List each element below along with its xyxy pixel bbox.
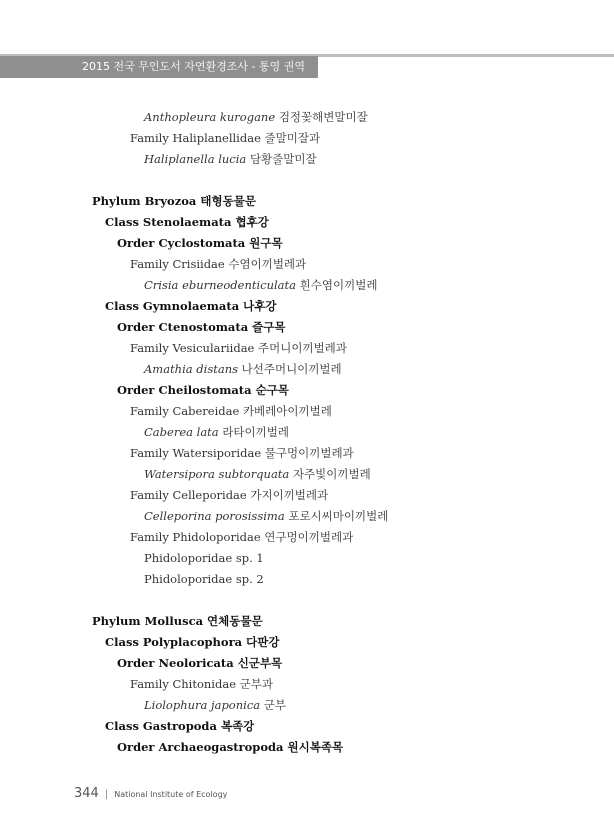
taxon-latin-name: Class Stenolaemata xyxy=(105,215,232,229)
institution-name: National Institute of Ecology xyxy=(114,790,228,799)
taxon-entry xyxy=(92,613,263,629)
taxon-latin-name: Celleporina porosissima xyxy=(144,509,285,523)
taxon-korean-name: 즐구목 xyxy=(252,320,286,334)
taxon-entry xyxy=(144,361,342,377)
footer-separator: | xyxy=(104,789,109,800)
header-rule xyxy=(318,56,614,57)
taxon-latin-name: Crisia eburneodenticulata xyxy=(144,278,297,292)
running-header-title: 2015 전국 무인도서 자연환경조사 - 통영 권역 xyxy=(82,60,305,73)
taxon-latin-name: Anthopleura kurogane xyxy=(144,110,276,124)
taxon-korean-name: 카베레아이끼벌레 xyxy=(242,404,332,418)
taxon-korean-name: 협후강 xyxy=(235,215,269,229)
taxon-entry xyxy=(144,424,289,440)
taxon-latin-name: Family Haliplanellidae xyxy=(130,131,261,145)
taxon-latin-name: Order Ctenostomata xyxy=(117,320,249,334)
taxon-latin-name: Family Crisiidae xyxy=(130,257,225,271)
taxon-entry xyxy=(130,256,306,272)
taxon-latin-name: Liolophura japonica xyxy=(144,698,261,712)
taxon-latin-name: Family Vesiculariidae xyxy=(130,341,255,355)
taxon-entry xyxy=(117,655,282,671)
taxon-latin-name: Phylum Mollusca xyxy=(92,614,204,628)
taxon-entry xyxy=(144,697,286,713)
taxon-korean-name: 연구멍이끼벌레과 xyxy=(264,530,354,544)
taxon-korean-name: 라타이끼벌레 xyxy=(222,425,289,439)
taxon-korean-name: 물구멍이끼벌레과 xyxy=(264,446,354,460)
taxon-latin-name: Family Watersiporidae xyxy=(130,446,262,460)
taxon-korean-name: 군부과 xyxy=(239,677,273,691)
taxon-latin-name: Phidoloporidae sp. 1 xyxy=(144,551,264,565)
taxon-latin-name: Order Archaeogastropoda xyxy=(117,740,284,754)
taxon-entry xyxy=(105,214,269,230)
taxon-latin-name: Order Cheilostomata xyxy=(117,383,252,397)
taxon-entry xyxy=(105,718,254,734)
taxon-korean-name: 신군부목 xyxy=(237,656,283,670)
taxon-latin-name: Family Phidoloporidae xyxy=(130,530,261,544)
taxon-korean-name: 복족강 xyxy=(220,719,255,733)
taxon-entry xyxy=(117,382,289,398)
page-number: 344 xyxy=(74,786,99,801)
taxon-entry xyxy=(130,130,320,146)
taxon-entry xyxy=(130,340,347,356)
taxon-entry xyxy=(144,550,264,566)
taxon-latin-name: Amathia distans xyxy=(144,362,239,376)
taxon-latin-name: Class Gastropoda xyxy=(105,719,217,733)
taxon-korean-name: 주머니이끼벌레과 xyxy=(258,341,347,355)
taxon-entry xyxy=(92,193,256,209)
taxon-korean-name: 검정꽃해변말미잘 xyxy=(278,110,368,124)
taxon-latin-name: Family Celleporidae xyxy=(130,488,247,502)
taxon-korean-name: 태형동물문 xyxy=(200,194,256,208)
taxon-entry xyxy=(117,319,286,335)
taxon-korean-name: 연체동물문 xyxy=(207,614,263,628)
taxon-entry xyxy=(144,109,368,125)
taxon-latin-name: Watersipora subtorquata xyxy=(144,467,290,481)
taxon-latin-name: Class Gymnolaemata xyxy=(105,299,240,313)
taxon-korean-name: 자주빛이끼벌레 xyxy=(292,467,371,481)
taxon-latin-name: Family Chitonidae xyxy=(130,677,237,691)
taxon-entry xyxy=(144,466,371,482)
running-header xyxy=(0,56,318,78)
taxon-korean-name: 수염이끼벌레과 xyxy=(228,257,307,271)
taxon-korean-name: 다판강 xyxy=(246,635,280,649)
taxon-korean-name: 줄말미잘과 xyxy=(264,131,321,145)
taxon-entry xyxy=(144,508,388,524)
taxon-entry xyxy=(130,529,353,545)
taxon-korean-name: 원구목 xyxy=(249,236,283,250)
taxon-korean-name: 담황줄말미잘 xyxy=(249,152,317,166)
taxon-korean-name: 가지이끼벌레과 xyxy=(250,488,329,502)
taxon-korean-name: 흰수염이끼벌레 xyxy=(299,278,378,292)
taxon-latin-name: Family Cabereidae xyxy=(130,404,240,418)
taxon-korean-name: 나후강 xyxy=(243,299,277,313)
taxon-entry xyxy=(130,445,354,461)
taxon-entry xyxy=(117,235,283,251)
taxon-latin-name: Order Neoloricata xyxy=(117,656,234,670)
taxon-entry xyxy=(130,487,328,503)
taxon-korean-name: 순구목 xyxy=(255,383,289,397)
taxon-latin-name: Order Cyclostomata xyxy=(117,236,246,250)
taxon-korean-name: 나선주머니이끼벌레 xyxy=(241,362,342,376)
taxon-latin-name: Phylum Bryozoa xyxy=(92,194,197,208)
taxon-entry xyxy=(144,151,317,167)
page-footer xyxy=(74,782,227,801)
taxon-entry xyxy=(144,571,264,587)
taxon-entry xyxy=(105,634,279,650)
taxon-entry xyxy=(117,739,343,755)
taxon-entry xyxy=(130,676,273,692)
taxon-entry xyxy=(144,277,377,293)
taxon-latin-name: Haliplanella lucia xyxy=(144,152,247,166)
taxon-korean-name: 포로시씨마이끼벌레 xyxy=(288,509,389,523)
taxon-latin-name: Phidoloporidae sp. 2 xyxy=(144,572,264,586)
taxon-korean-name: 원시복족목 xyxy=(287,740,344,754)
taxon-korean-name: 군부 xyxy=(263,698,286,712)
taxon-latin-name: Caberea lata xyxy=(144,425,219,439)
taxon-latin-name: Class Polyplacophora xyxy=(105,635,243,649)
taxon-entry xyxy=(105,298,277,314)
taxon-entry xyxy=(130,403,332,419)
